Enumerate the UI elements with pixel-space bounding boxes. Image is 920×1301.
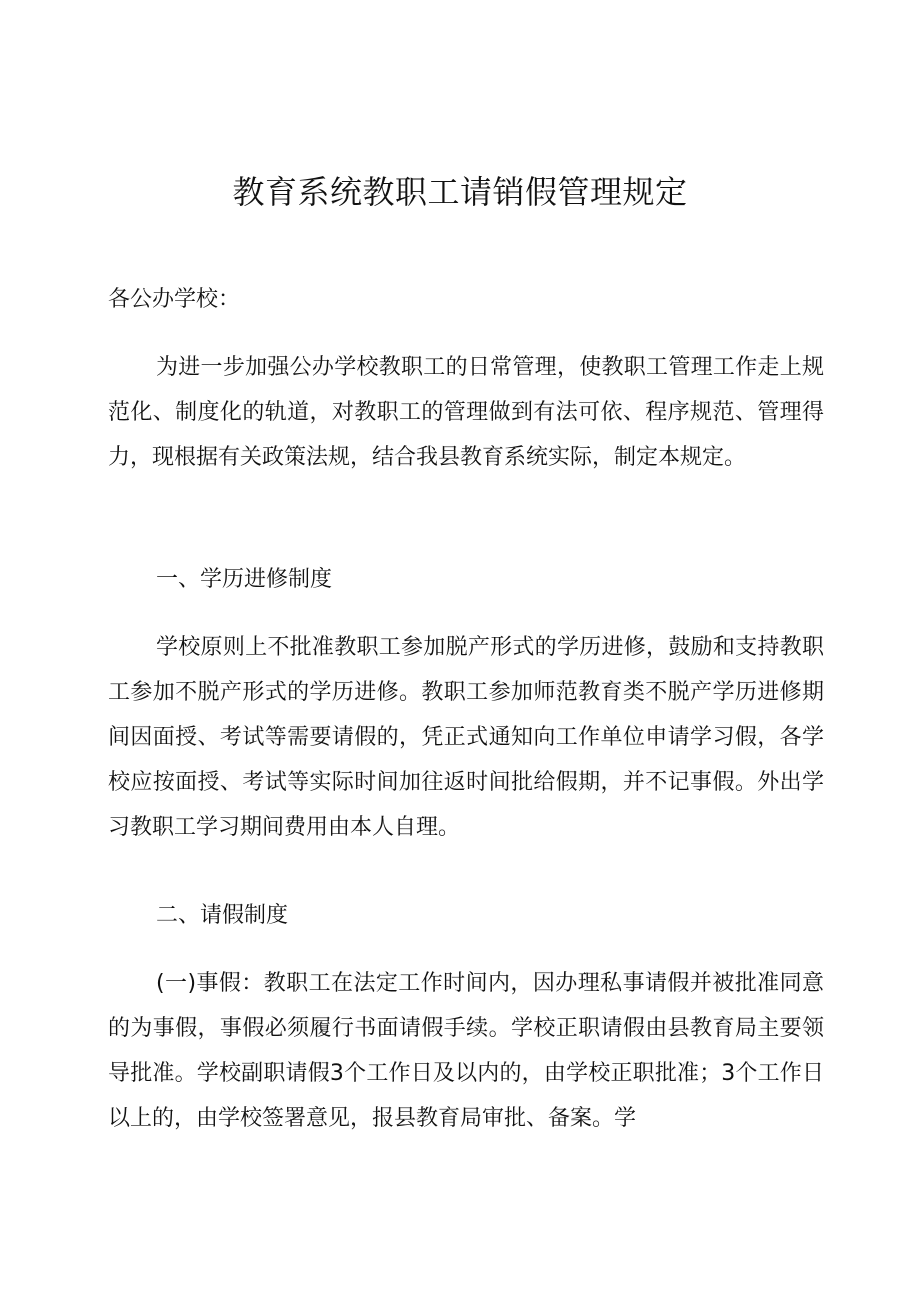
salutation: 各公办学校： xyxy=(108,287,241,312)
section-heading-leave: 二、请假制度 xyxy=(156,903,289,928)
section-paragraph-education: 学校原则上不批准教职工参加脱产形式的学历进修，鼓励和支持教职工参加不脱产形式的学历进修。教职工参加师范教育类不脱产学历进修期间因面授、考试等需要请假的，凭正式通知向工作单位申请学习假，各学校应按面授、考试等实际时间加往返时间批给假期，并不记事假。外出学习教职工学习期间费用由本人自理。 xyxy=(108,635,824,840)
section-heading-education: 一、学历进修制度 xyxy=(156,567,333,592)
intro-paragraph: 为进一步加强公办学校教职工的日常管理，使教职工管理工作走上规范化、制度化的轨道，对教职工的管理做到有法可依、程序规范、管理得力，现根据有关政策法规，结合我县教育系统实际，制定本规定。 xyxy=(108,355,824,470)
section-paragraph-personal-leave: (一)事假：教职工在法定工作时间内，因办理私事请假并被批准同意的为事假，事假必须履行书面请假手续。学校正职请假由县教育局主要领导批准。学校副职请假3个工作日及以内的，由学校正职批准；3个工作日以上的，由学校签署意见，报县教育局审批、备案。学 xyxy=(108,971,824,1131)
document-title: 教育系统教职工请销假管理规定 xyxy=(232,173,688,211)
